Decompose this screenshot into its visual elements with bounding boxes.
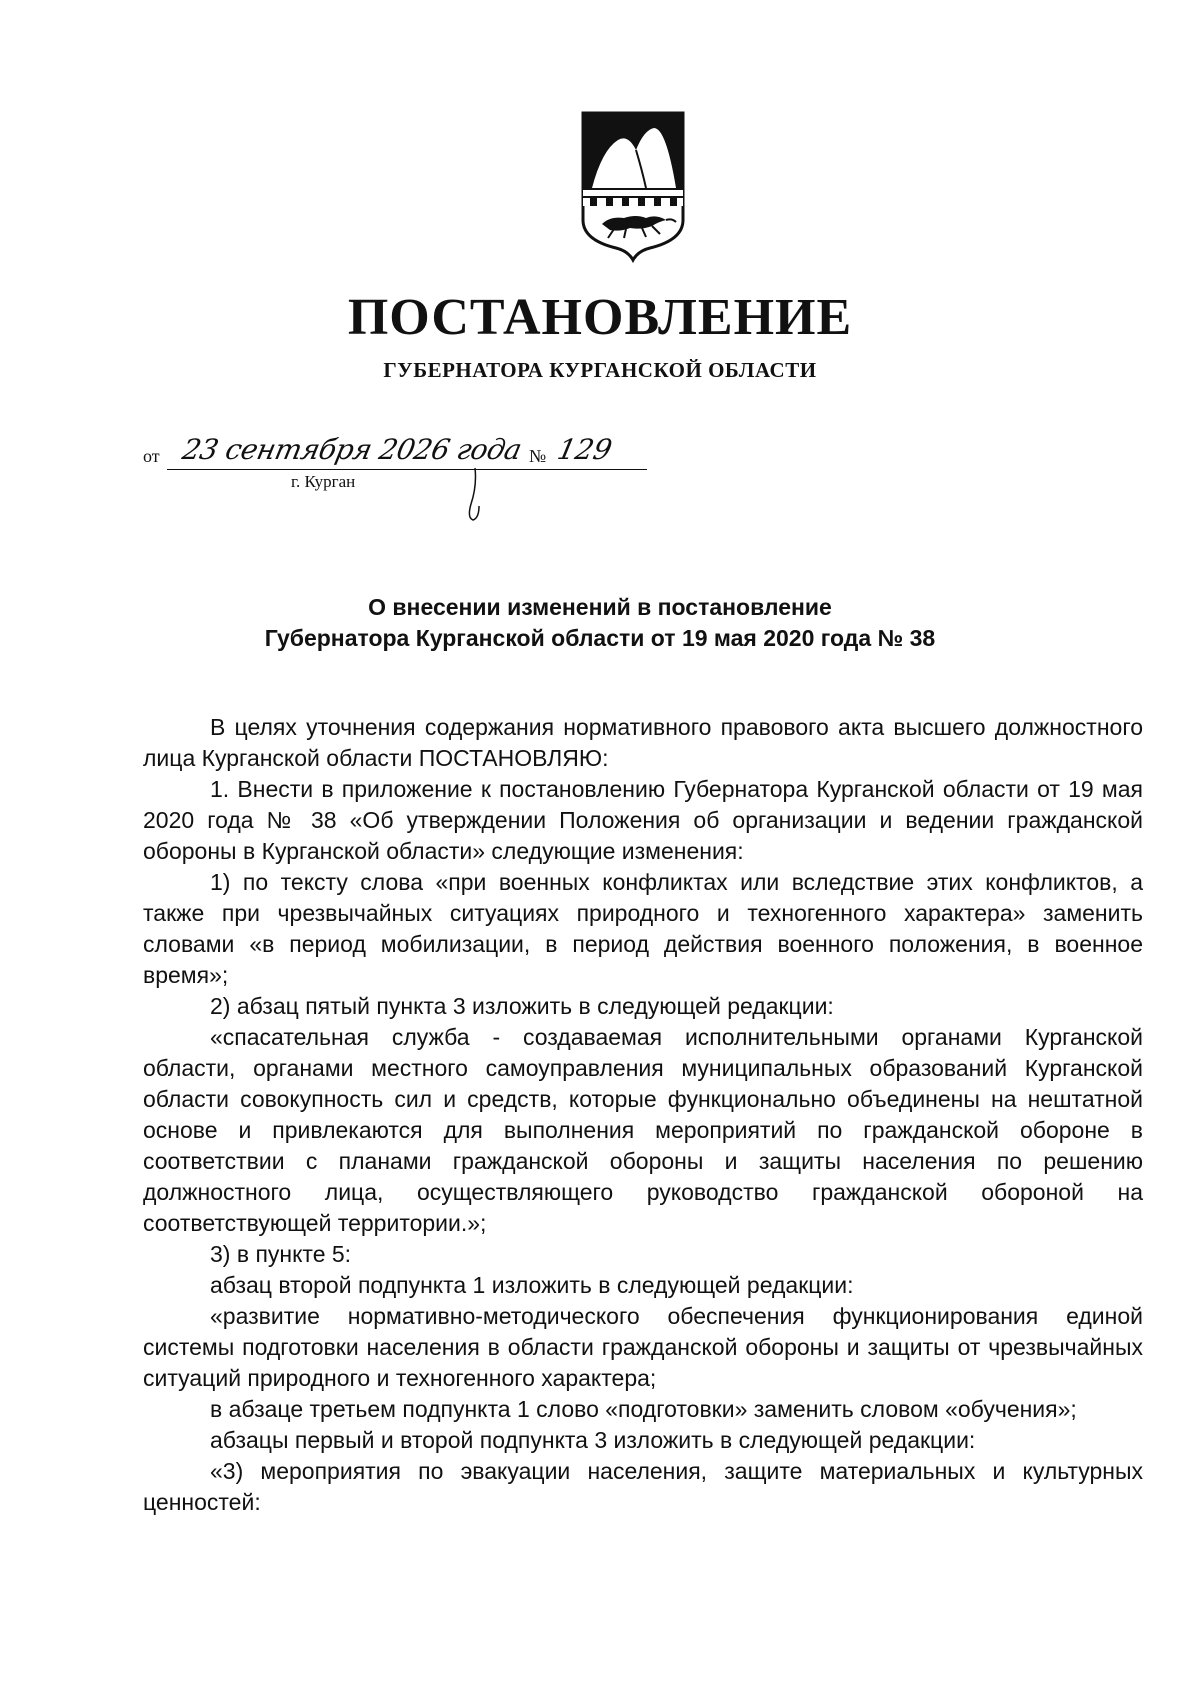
body-paragraph: 2) абзац пятый пункта 3 изложить в следующей редакции: <box>210 993 834 1019</box>
handwritten-number: 129 <box>554 433 615 466</box>
document-issuer: ГУБЕРНАТОРА КУРГАНСКОЙ ОБЛАСТИ <box>383 358 817 382</box>
body-paragraph: «развитие нормативно-методического обеспечения функционирования единой системы подготовки населения в области гражданской обороны и защиты от чрезвычайных ситуаций природного и техногенного характера; <box>143 1303 1143 1391</box>
body-paragraph: В целях уточнения содержания нормативного правового акта высшего должностного лица Курганской области ПОСТАНОВЛЯЮ: <box>143 714 1143 771</box>
date-number-line <box>143 428 643 498</box>
body-paragraph: абзацы первый и второй подпункта 3 изложить в следующей редакции: <box>210 1427 976 1453</box>
body-paragraph: 1) по тексту слова «при военных конфликтах или вследствие этих конфликтов, а также при чрезвычайных ситуациях природного и техногенного характера» заменить словами «в период мобилизации, в период действия военного положения, в военное время»; <box>143 869 1143 988</box>
pen-stroke-mark <box>461 466 491 526</box>
body-paragraph: «спасательная служба - создаваемая исполнительными органами Курганской области, органами местного самоуправления муниципальных образований Курганской области совокупность сил и средств, которые функционально объединены на нештатной основе и привлекаются для выполнения мероприятий по гражданской обороне в соответствии с планами гражданской обороны и защиты населения по решению должностного лица, осуществляющего руководство гражданской обороной на соответствующей территории.»; <box>143 1024 1143 1236</box>
body-paragraph: «3) мероприятия по эвакуации населения, защите материальных и культурных ценностей: <box>143 1458 1143 1515</box>
body-paragraph: в абзаце третьем подпункта 1 слово «подготовки» заменить словом «обучения»; <box>210 1396 1077 1422</box>
kurgan-coat-of-arms-icon <box>580 110 686 270</box>
number-sign: № <box>529 446 547 466</box>
body-paragraph: абзац второй подпункта 1 изложить в следующей редакции: <box>210 1272 854 1298</box>
date-prefix: от <box>143 446 160 466</box>
document-type-title: ПОСТАНОВЛЕНИЕ <box>347 289 853 346</box>
handwritten-date: 23 сентября 2026 года <box>179 433 525 466</box>
decree-heading <box>0 592 1200 654</box>
body-paragraph: 3) в пункте 5: <box>210 1241 352 1267</box>
heading-line-2: Губернатора Курганской области от 19 мая 2020 года № 38 <box>264 625 936 651</box>
date-underline <box>167 469 647 470</box>
body-paragraph: 1. Внести в приложение к постановлению Губернатора Курганской области от 19 мая 2020 года № 38 «Об утверждении Положения об организации и ведении гражданской обороны в Курганской области» следующие изменения: <box>143 776 1143 864</box>
heading-line-1: О внесении изменений в постановление <box>368 594 832 620</box>
decree-body <box>143 712 1143 1518</box>
city-label: г. Курган <box>291 472 356 491</box>
